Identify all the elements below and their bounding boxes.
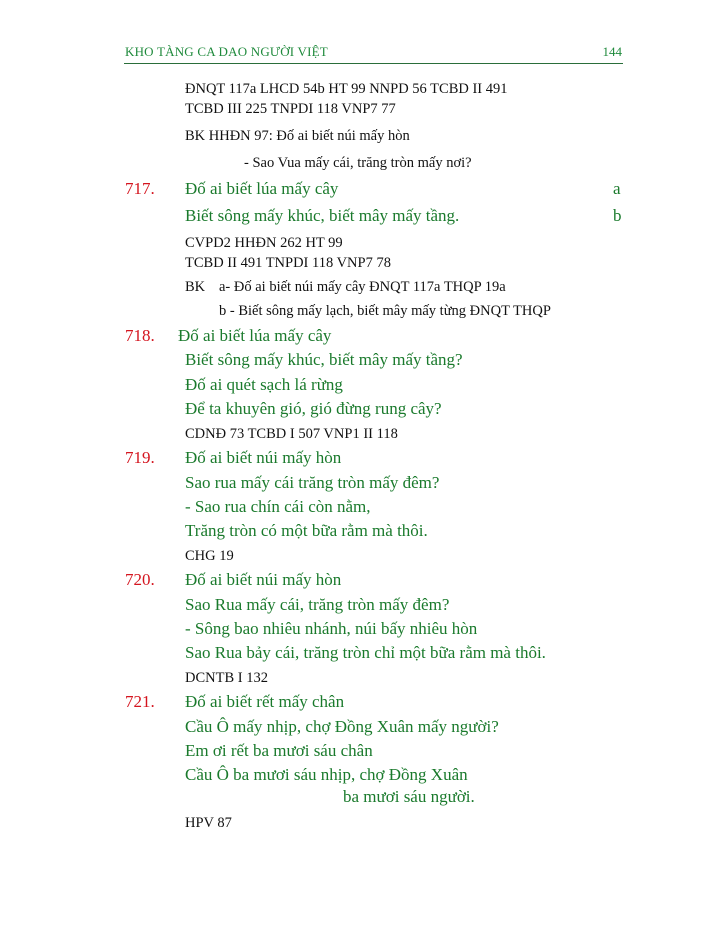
source-reference: CVPD2 HHĐN 262 HT 99 bbox=[185, 235, 343, 251]
verse-line: Cầu Ô mấy nhịp, chợ Đồng Xuân mấy người? bbox=[185, 717, 499, 736]
verse-line: Đố ai biết lúa mấy cây bbox=[178, 326, 332, 345]
entry-number: 718. bbox=[125, 326, 155, 345]
verse-line: Đố ai biết lúa mấy cây bbox=[185, 179, 339, 198]
running-header-title: KHO TÀNG CA DAO NGƯỜI VIỆT bbox=[125, 44, 328, 59]
verse-line: Đố ai biết rết mấy chân bbox=[185, 692, 345, 711]
page-number: 144 bbox=[602, 44, 622, 59]
verse-line: - Sao rua chín cái còn nằm, bbox=[185, 497, 371, 516]
verse-marker: b bbox=[613, 206, 622, 225]
verse-line: Đố ai quét sạch lá rừng bbox=[185, 375, 343, 394]
verse-line: Sao Rua bảy cái, trăng tròn chỉ một bữa rằm mà thôi. bbox=[185, 643, 546, 662]
entry-number: 717. bbox=[125, 179, 155, 198]
verse-line: Đố ai biết núi mấy hòn bbox=[185, 448, 342, 467]
source-reference: TCBD III 225 TNPDI 118 VNP7 77 bbox=[185, 101, 396, 117]
verse-line: Đố ai biết núi mấy hòn bbox=[185, 570, 342, 589]
verse-line: - Sông bao nhiêu nhánh, núi bấy nhiêu hòn bbox=[185, 619, 478, 638]
verse-line: Em ơi rết ba mươi sáu chân bbox=[185, 741, 373, 760]
verse-line: ba mươi sáu người. bbox=[343, 787, 475, 806]
source-reference: CHG 19 bbox=[185, 548, 234, 564]
verse-line: Để ta khuyên gió, gió đừng rung cây? bbox=[185, 399, 442, 418]
variant-label: BK bbox=[185, 279, 206, 295]
variant-reference: b - Biết sông mấy lạch, biết mây mấy từng ĐNQT THQP bbox=[219, 303, 551, 319]
verse-marker: a bbox=[613, 179, 621, 198]
verse-line: Cầu Ô ba mươi sáu nhịp, chợ Đồng Xuân bbox=[185, 765, 468, 784]
variant-reference: a- Đố ai biết núi mấy cây ĐNQT 117a THQP 19a bbox=[219, 279, 506, 295]
source-reference: DCNTB I 132 bbox=[185, 670, 268, 686]
entry-number: 719. bbox=[125, 448, 155, 467]
verse-line: Sao Rua mấy cái, trăng tròn mấy đêm? bbox=[185, 595, 450, 614]
header-divider bbox=[124, 63, 623, 64]
source-reference: CDNĐ 73 TCBD I 507 VNP1 II 118 bbox=[185, 426, 398, 442]
variant-reference: BK HHĐN 97: Đố ai biết núi mấy hòn bbox=[185, 128, 410, 144]
verse-line: Biết sông mấy khúc, biết mây mấy tầng? bbox=[185, 350, 463, 369]
verse-line: Sao rua mấy cái trăng tròn mấy đêm? bbox=[185, 473, 440, 492]
variant-reference: - Sao Vua mấy cái, trăng tròn mấy nơi? bbox=[244, 155, 472, 171]
entry-number: 721. bbox=[125, 692, 155, 711]
verse-line: Biết sông mấy khúc, biết mây mấy tầng. bbox=[185, 206, 460, 225]
source-reference: ĐNQT 117a LHCD 54b HT 99 NNPD 56 TCBD II 491 bbox=[185, 81, 508, 97]
source-reference: TCBD II 491 TNPDI 118 VNP7 78 bbox=[185, 255, 391, 271]
verse-line: Trăng tròn có một bữa rằm mà thôi. bbox=[185, 521, 428, 540]
entry-number: 720. bbox=[125, 570, 155, 589]
source-reference: HPV 87 bbox=[185, 815, 232, 831]
